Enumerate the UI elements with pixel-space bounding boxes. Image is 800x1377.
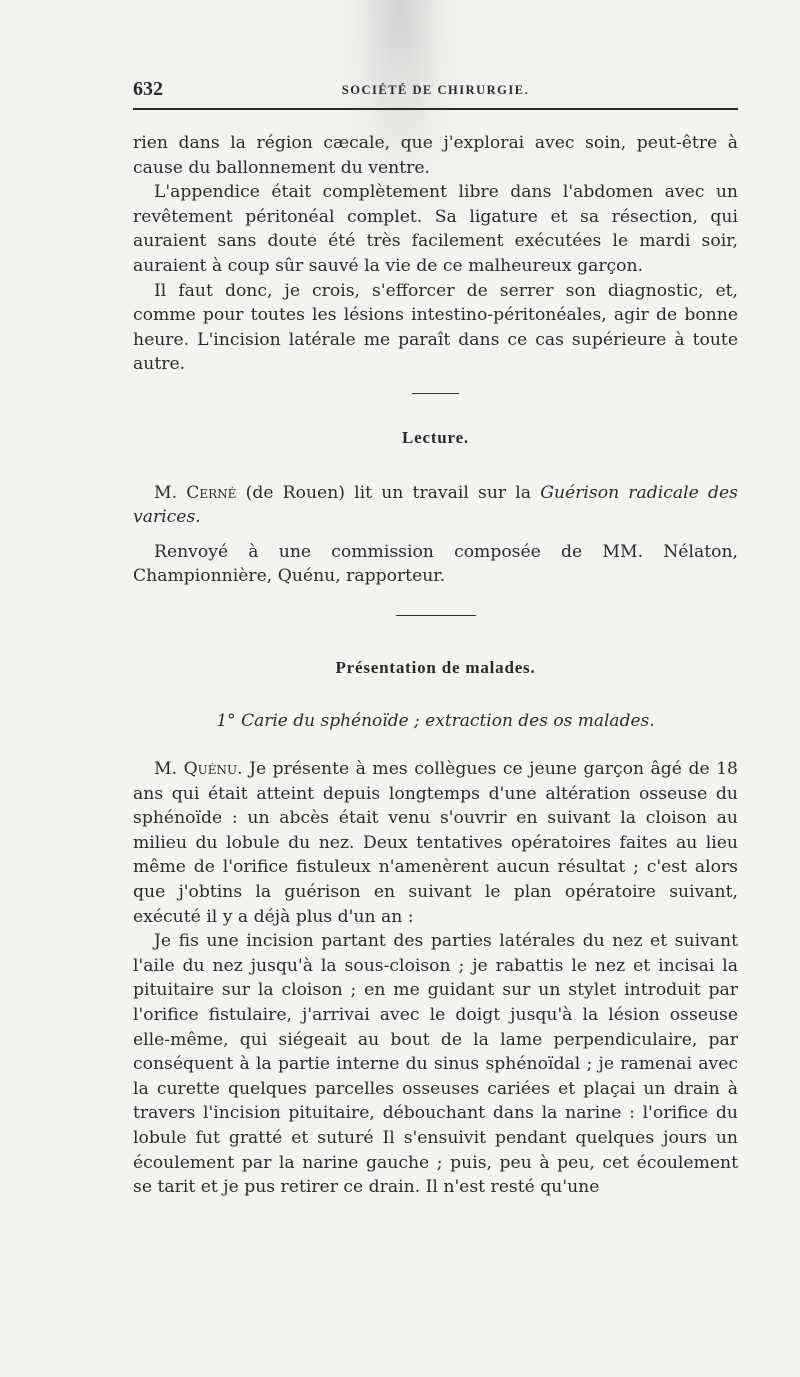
lecture-middle: (de Rouen) lit un travail sur la [236,482,541,503]
section-divider [412,393,459,394]
author-name-cerne: Cerné [186,482,237,503]
work-title: Guérison radicale des varices. [133,482,738,528]
page-number: 632 [133,78,163,100]
body-text [133,131,738,1200]
paragraph-diagnosis: Il faut donc, je crois, s'efforcer de serrer son diagnostic, et, comme pour toutes les lésions intestino-péritonéales, agir de bonne heure. L'incision latérale me paraît dans ce cas supérieure à toute autre. [133,280,738,375]
lecture-prefix: M. [154,482,187,503]
paragraph-continuation: rien dans la région cæcale, que j'explorai avec soin, peut-être à cause du ballonnement du ventre. [133,133,738,178]
quenu-prefix: M. [154,759,184,780]
paragraph-quenu [133,757,738,929]
page-header [133,78,738,110]
section-divider [396,615,476,616]
running-title: SOCIÉTÉ DE CHIRURGIE. [341,83,530,97]
paragraph-procedure: Je fis une incision partant des parties latérales du nez et suivant l'aile du nez jusqu'à la sous-cloison ; je rabattis le nez et incisai la pituitaire sur la cloison ; en me guidant sur un stylet introduit par l'orifice fistulaire, j'arrivai avec le doigt jusqu'à la lésion osseuse elle-même, qui siégeait au bout de la lame perpendiculaire, par conséquent à la partie interne du sinus sphénoïdal ; je ramenai avec la curette quelques parcelles osseuses cariées et plaçai un drain à travers l'incision pituitaire, débouchant dans la narine : l'orifice du lobule fut gratté et suturé Il s'ensuivit pendant quelques jours un écoulement par la narine gauche ; puis, peu à peu, cet écoulement se tarit et je pus retirer ce drain. Il n'est resté qu'une [133,931,738,1198]
paragraph-commission: Renvoyé à une commission composée de MM. Nélaton, Championnière, Quénu, rapporteur. [133,541,738,587]
section-heading-lecture: Lecture. [402,427,469,447]
case-subheading: 1° Carie du sphénoïde ; extraction des os malades. [216,710,655,731]
section-heading-presentation: Présentation de malades. [335,657,536,677]
paragraph-lecture [133,481,738,530]
paragraph-appendix: L'appendice était complètement libre dans l'abdomen avec un revêtement péritonéal complet. Sa ligature et sa résection, qui auraient sans doute été très facilement exécutées le mardi soir, auraient à coup sûr sauvé la vie de ce malheureux garçon. [133,182,738,276]
author-name-quenu: Quénu [183,759,238,780]
quenu-text: . Je présente à mes collègues ce jeune garçon âgé de 18 ans qui était atteint depuis longtemps d'une altération osseuse du sphénoïde : un abcès était venu s'ouvrir en suivant la cloison au milieu du lobule du nez. Deux tentatives opératoires faites au lieu même de l'orifice fistuleux n'amenèrent aucun résultat ; c'est alors que j'obtins la guérison en suivant le plan opératoire suivant, exécuté il y a déjà plus d'un an : [133,759,738,927]
